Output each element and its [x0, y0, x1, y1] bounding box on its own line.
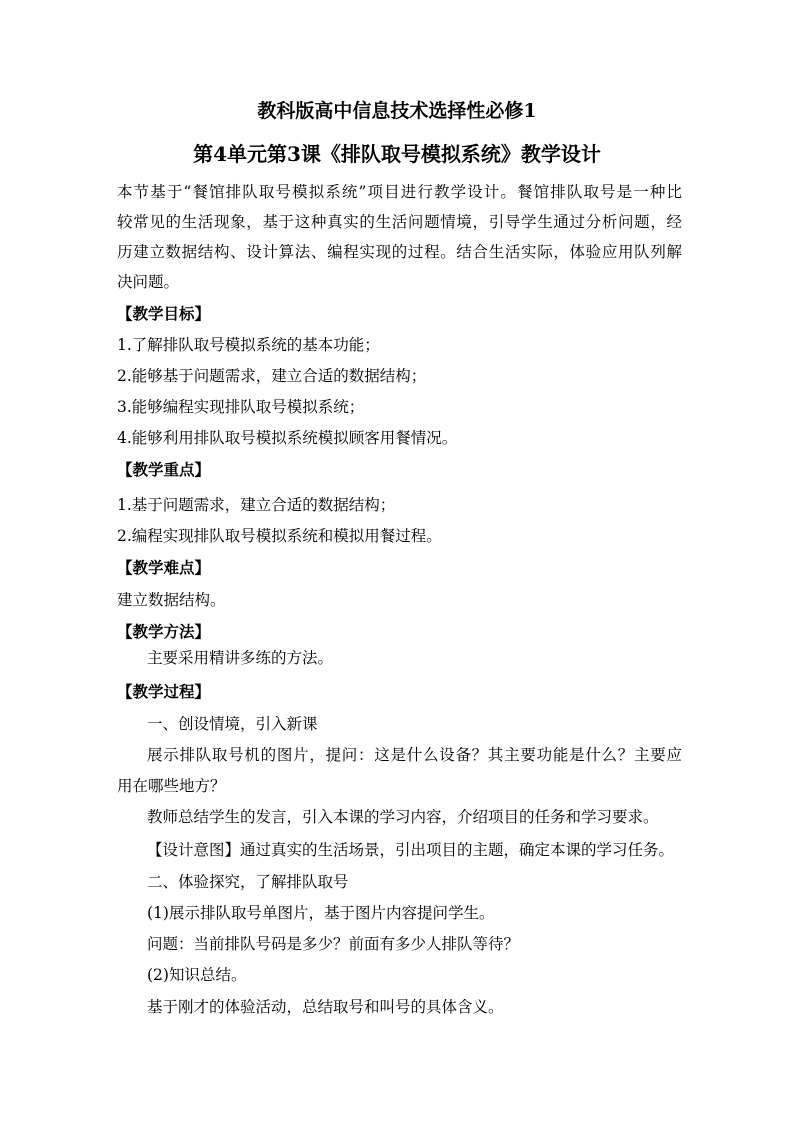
process-line-5: 【设计意图】通过真实的生活场景，引出项目的主题，确定本课的学习任务。 — [147, 841, 675, 859]
process-line-10: 基于刚才的体验活动，总结取号和叫号的具体含义。 — [147, 998, 504, 1016]
process-line-7: (1)展示排队取号单图片，基于图片内容提问学生。 — [147, 904, 495, 922]
difficulty-heading: 【教学难点】 — [117, 558, 211, 577]
objectives-heading: 【教学目标】 — [117, 304, 211, 323]
process-line-6: 二、体验探究，了解排队取号 — [147, 873, 349, 891]
difficulty-text: 建立数据结构。 — [117, 591, 226, 609]
process-heading: 【教学过程】 — [117, 682, 211, 701]
objective-item-2: 2.能够基于问题需求，建立合适的数据结构； — [117, 367, 427, 385]
methods-text: 主要采用精讲多练的方法。 — [147, 649, 334, 667]
process-line-2: 展示排队取号机的图片，提问：这是什么设备？其主要功能是什么？主要应 — [147, 746, 682, 764]
process-line-4: 教师总结学生的发言，引入本课的学习内容，介绍项目的任务和学习要求。 — [147, 808, 659, 826]
document-title-line1: 教科版高中信息技术选择性必修1 — [257, 100, 537, 122]
objective-item-3: 3.能够编程实现排队取号模拟系统； — [117, 398, 365, 416]
intro-line-3: 历建立数据结构、设计算法、编程实现的过程。结合生活实际，体验应用队列解 — [117, 243, 682, 261]
key-points-heading: 【教学重点】 — [117, 460, 211, 479]
process-line-1: 一、创设情境，引入新课 — [147, 715, 318, 733]
intro-line-2: 较常见的生活现象，基于这种真实的生活问题情境，引导学生通过分析问题，经 — [117, 213, 682, 231]
process-line-9: (2)知识总结。 — [147, 966, 247, 984]
key-point-item-1: 1.基于问题需求，建立合适的数据结构； — [117, 496, 396, 514]
document-title-line2: 第4单元第3课《排队取号模拟系统》教学设计 — [193, 142, 601, 166]
intro-line-4: 决问题。 — [117, 273, 180, 291]
objective-item-4: 4.能够利用排队取号模拟系统模拟顾客用餐情况。 — [117, 429, 458, 447]
methods-heading: 【教学方法】 — [117, 622, 211, 641]
intro-line-1: 本节基于“餐馆排队取号模拟系统”项目进行教学设计。餐馆排队取号是一种比 — [117, 183, 682, 201]
objective-item-1: 1.了解排队取号模拟系统的基本功能； — [117, 336, 380, 354]
process-line-3: 用在哪些地方？ — [117, 777, 226, 795]
process-line-8: 问题：当前排队号码是多少？前面有多少人排队等待？ — [147, 935, 520, 953]
key-point-item-2: 2.编程实现排队取号模拟系统和模拟用餐过程。 — [117, 527, 442, 545]
